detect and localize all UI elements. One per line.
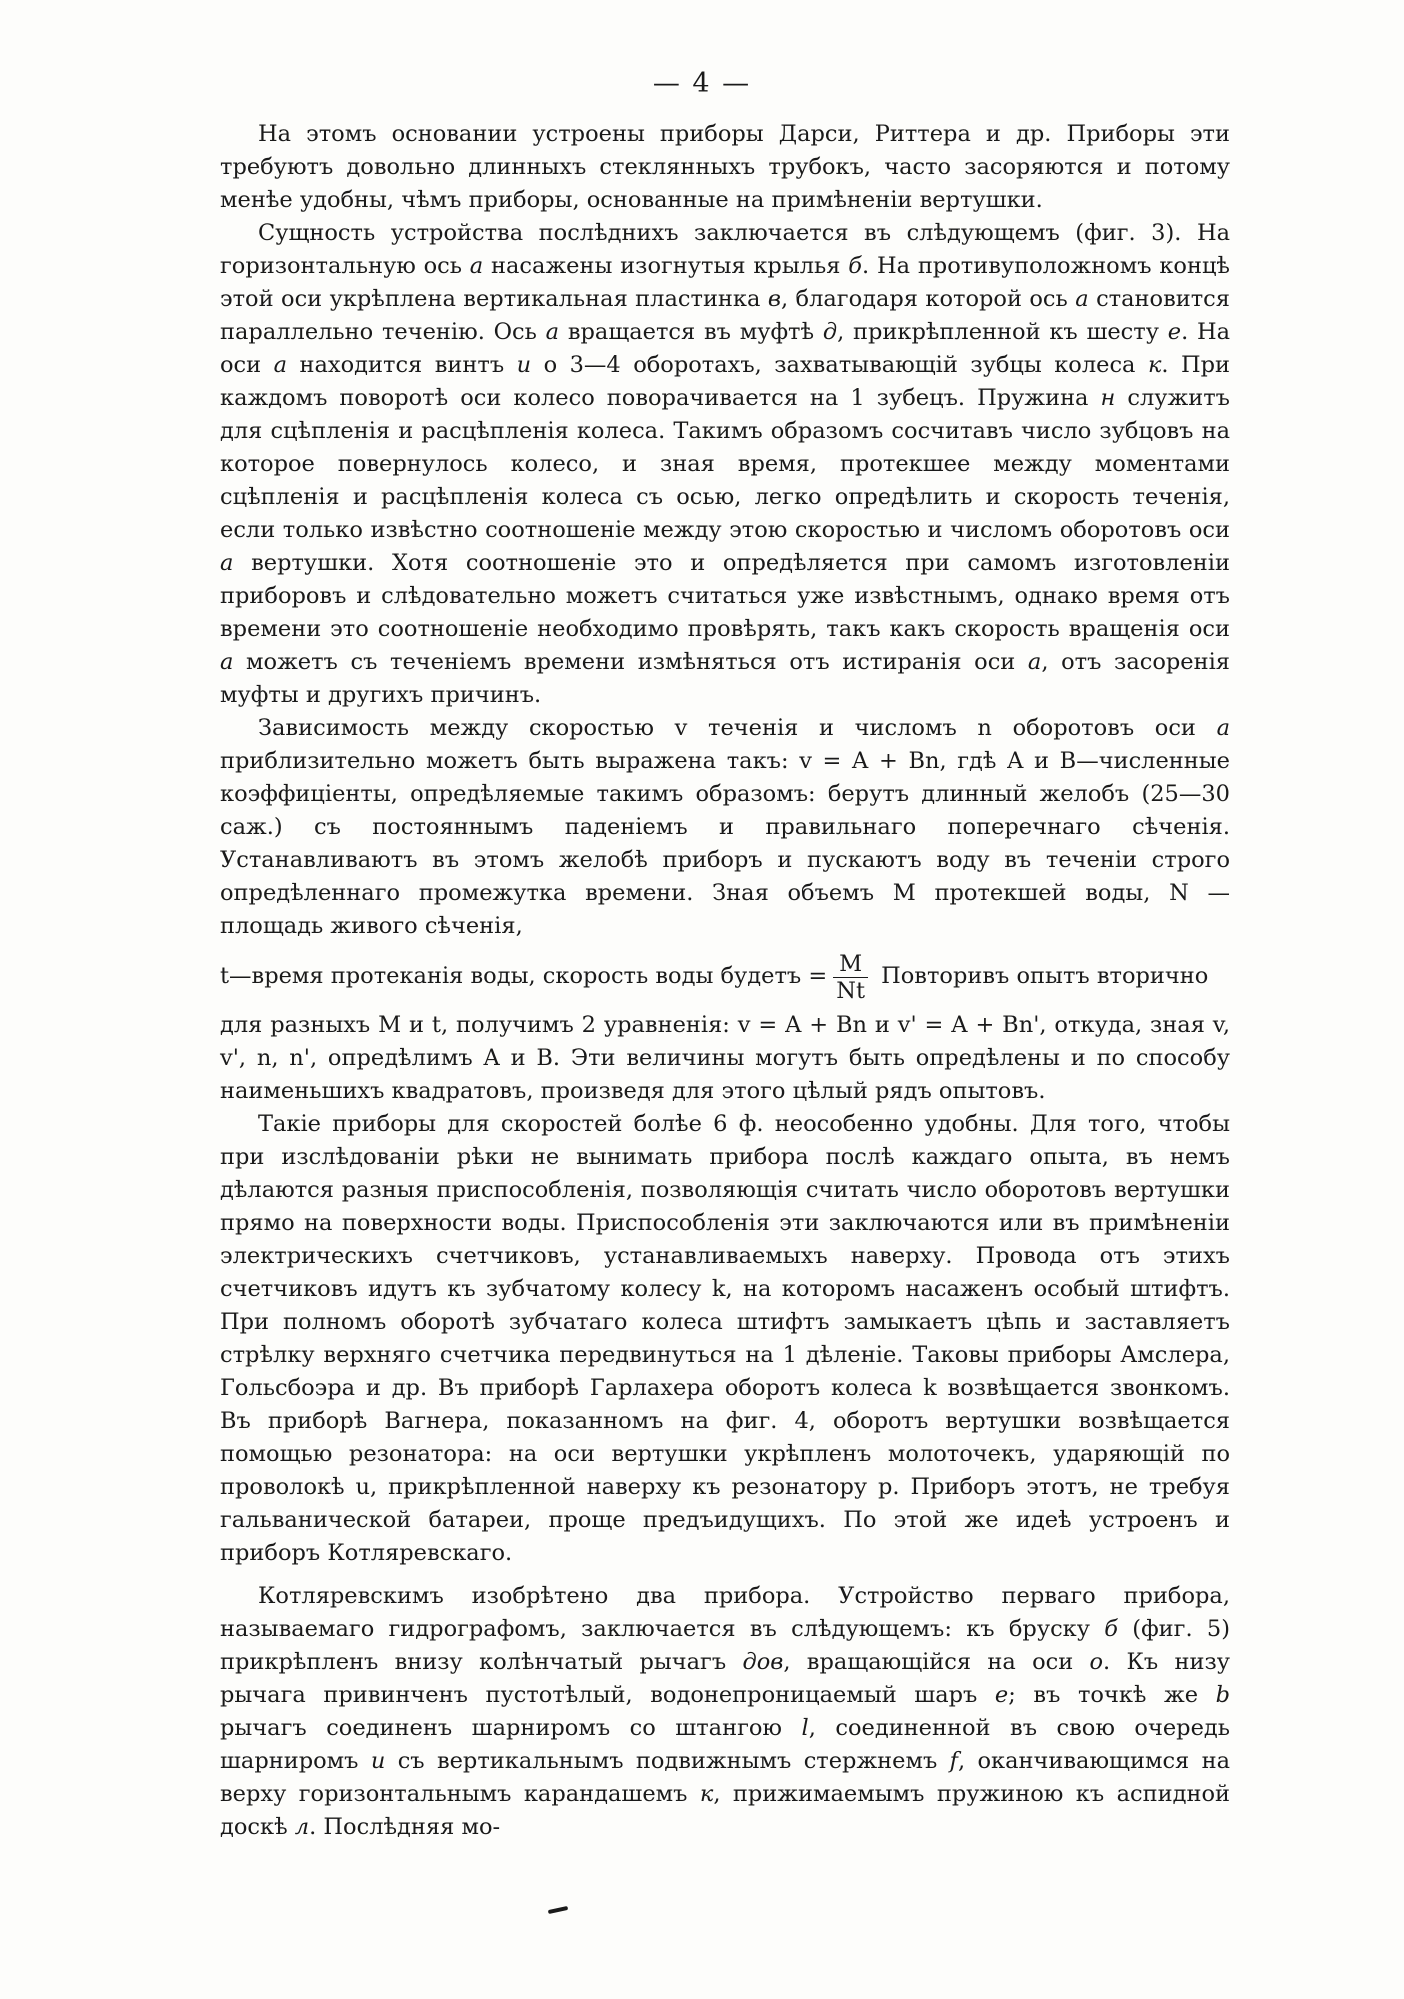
paragraph-4: Такіе приборы для скоростей болѣе 6 ф. неособенно удобны. Для того, чтобы при изслѣдованіи рѣки не вынимать прибора послѣ каждаго опыта, въ немъ дѣлаются разныя приспособленія, позволяющія считать число оборотовъ вертушки прямо на поверхности воды. Приспособленія эти заключаются или въ примѣненіи электрическихъ счетчиковъ, устанавливаемыхъ наверху. Провода отъ этихъ счетчиковъ идутъ къ зубчатому колесу k, на которомъ насаженъ особый штифтъ. При полномъ оборотѣ зубчатаго колеса штифтъ замыкаетъ цѣпь и заставляетъ стрѣлку верхняго счетчика передвинуться на 1 дѣленіе. Таковы приборы Амслера, Гольсбоэра и др. Въ приборѣ Гарлахера оборотъ колеса k возвѣщается звонкомъ. Въ приборѣ Вагнера, показанномъ на фиг. 4, оборотъ вертушки возвѣщается помощью резонатора: на оси вертушки укрѣпленъ молоточекъ, ударяющій по проволокѣ u, прикрѣпленной наверху къ резонатору p. Приборъ этотъ, не требуя гальванической батареи, проще предъидущихъ. По этой же идеѣ устроенъ и приборъ Котляревскаго. (220, 1111, 1230, 1566)
formula-line: t—время протеканія воды, скорость воды будетъ = $\frac{M}{Nt}$ Повторивъ опытъ вторично (220, 950, 1209, 1004)
velocity-fraction: $\frac{M}{Nt}$ (833, 951, 868, 1004)
paragraph-5: Котляревскимъ изобрѣтено два прибора. Устройство перваго прибора, называемаго гидрографомъ, заключается въ слѣдующемъ: къ бруску б (фиг. 5) прикрѣпленъ внизу колѣнчатый рычагъ дов, вращающійся на оси о. Къ низу рычага привинченъ пустотѣлый, водонепроницаемый шаръ е; въ точкѣ же b рычагъ соединенъ шарниромъ со штангою l, соединенной въ свою очередь шарниромъ и съ вертикальнымъ подвижнымъ стержнемъ f, оканчивающимся на верху горизонтальнымъ карандашемъ к, прижимаемымъ пружиною къ аспидной доскѣ л. Послѣдняя мо- (220, 1583, 1231, 1840)
page-number: — 4 — (652, 68, 752, 99)
body-text (220, 118, 1230, 1844)
paragraph-2: Сущность устройства послѣднихъ заключается въ слѣдующемъ (фиг. 3). На горизонтальную ось а насажены изогнутыя крылья б. На противуположномъ концѣ этой оси укрѣплена вертикальная пластинка в, благодаря которой ось а становится параллельно теченію. Ось а вращается въ муфтѣ д, прикрѣпленной къ шесту е. На оси а находится винтъ и о 3—4 оборотахъ, захватывающій зубцы колеса к. При каждомъ поворотѣ оси колесо поворачивается на 1 зубецъ. Пружина н служитъ для сцѣпленія и расцѣпленія колеса. Такимъ образомъ сосчитавъ число зубцовъ на которое повернулось колесо, и зная время, протекшее между моментами сцѣпленія и расцѣпленія колеса съ осью, легко опредѣлить и скорость теченія, если только извѣстно соотношеніе между этою скоростью и числомъ оборотовъ оси а вертушки. Хотя соотношеніе это и опредѣляется при самомъ изготовленіи приборовъ и слѣдовательно можетъ считаться уже извѣстнымъ, однако время отъ времени это соотношеніе необходимо провѣрять, такъ какъ скорость вращенія оси а можетъ съ теченіемъ времени измѣняться отъ истиранія оси а, отъ засоренія муфты и другихъ причинъ. (220, 220, 1231, 708)
paragraph-1: На этомъ основании устроены приборы Дарси, Риттера и др. Приборы эти требуютъ довольно длинныхъ стеклянныхъ трубокъ, часто засоряются и потому менѣе удобны, чѣмъ приборы, основанные на примѣненіи вертушки. (220, 121, 1230, 213)
paragraph-3-continued: для разныхъ M и t, получимъ 2 уравненія: v = A + Bn и v' = A + Bn', откуда, зная v, v', n, n', опредѣлимъ A и B. Эти величины могутъ быть опредѣлены и по способу наименьшихъ квадратовъ, произведя для этого цѣлый рядъ опытовъ. (220, 1012, 1230, 1104)
ink-mark (548, 1906, 568, 1914)
paragraph-3: Зависимость между скоростью v теченія и числомъ n оборотовъ оси а приблизительно можетъ быть выражена такъ: v = A + Bn, гдѣ A и B—численные коэффиціенты, опредѣляемые такимъ образомъ: берутъ длинный желобъ (25—30 саж.) съ постояннымъ паденіемъ и правильнаго поперечнаго сѣченія. Устанавливаютъ въ этомъ желобѣ приборъ и пускаютъ воду въ теченіи строго опредѣленнаго промежутка времени. Зная объемъ M протекшей воды, N — площадь живого сѣченія, (220, 715, 1230, 939)
